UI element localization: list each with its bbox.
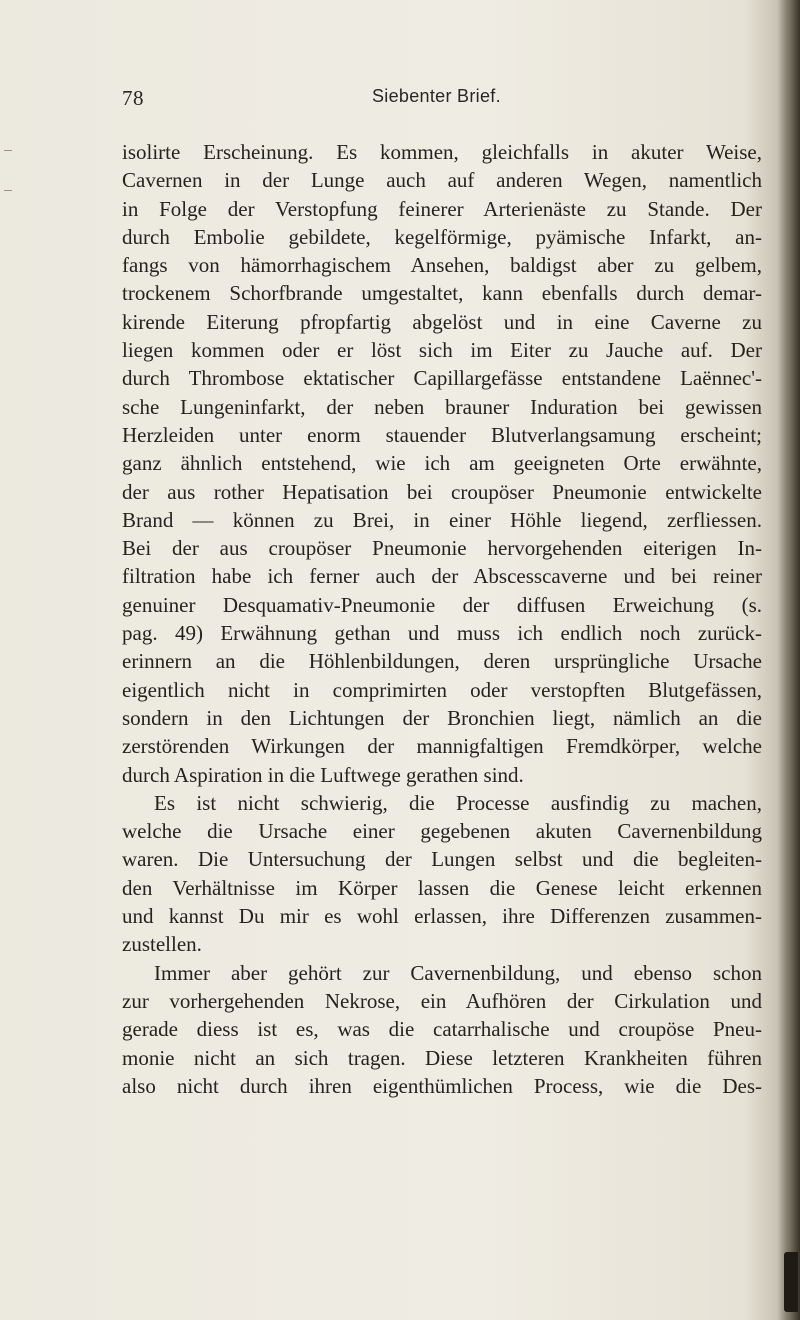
text-line: zur vorhergehenden Nekrose, ein Aufhören der Cirkulation und xyxy=(122,988,762,1013)
text-line: durch Aspiration in die Luftwege gerathen sind. xyxy=(122,762,524,787)
text-line: Cavernen in der Lunge auch auf anderen Wegen, namentlich xyxy=(122,168,762,193)
text-line: welche die Ursache einer gegebenen akuten Cavernenbildung xyxy=(122,819,762,844)
text-line: pag. 49) Erwähnung gethan und muss ich endlich noch zurück- xyxy=(122,621,762,646)
paragraph-3 xyxy=(122,959,762,1100)
page-number: 78 xyxy=(122,86,144,110)
text-line: waren. Die Untersuchung der Lungen selbst und die begleiten- xyxy=(122,847,762,872)
text-line: erinnern an die Höhlenbildungen, deren ursprüngliche Ursache xyxy=(122,649,762,674)
body-text xyxy=(122,138,762,1100)
text-line: filtration habe ich ferner auch der Abscesscaverne und bei reiner xyxy=(122,564,762,589)
text-line: sondern in den Lichtungen der Bronchien liegt, nämlich an die xyxy=(122,705,762,730)
margin-mark xyxy=(4,190,12,191)
paragraph-2 xyxy=(122,789,762,959)
text-line: liegen kommen oder er löst sich im Eiter zu Jauche auf. Der xyxy=(122,338,762,363)
text-line: trockenem Schorfbrande umgestaltet, kann ebenfalls durch demar- xyxy=(122,281,762,306)
text-line: genuiner Desquamativ-Pneumonie der diffusen Erweichung (s. xyxy=(122,592,762,617)
text-line: durch Embolie gebildete, kegelförmige, pyämische Infarkt, an- xyxy=(122,224,762,249)
running-title: Siebenter Brief. xyxy=(372,86,501,106)
text-line: kirende Eiterung pfropfartig abgelöst und in eine Caverne zu xyxy=(122,309,762,334)
text-line: Herzleiden unter enorm stauender Blutverlangsamung erscheint; xyxy=(122,422,762,447)
text-line: also nicht durch ihren eigenthümlichen Process, wie die Des- xyxy=(122,1073,762,1098)
text-line: durch Thrombose ektatischer Capillargefässe entstandene Laënnec'- xyxy=(122,366,762,391)
binding-mark xyxy=(784,1252,798,1312)
page-header xyxy=(122,86,762,116)
text-line: Brand — können zu Brei, in einer Höhle liegend, zerfliessen. xyxy=(122,507,762,532)
text-line: Immer aber gehört zur Cavernenbildung, und ebenso schon xyxy=(154,960,762,985)
text-line: sche Lungeninfarkt, der neben brauner Induration bei gewissen xyxy=(122,394,762,419)
text-line: eigentlich nicht in comprimirten oder verstopften Blutgefässen, xyxy=(122,677,762,702)
text-line: Bei der aus croupöser Pneumonie hervorgehenden eiterigen In- xyxy=(122,536,762,561)
text-line: gerade diess ist es, was die catarrhalische und croupöse Pneu- xyxy=(122,1017,762,1042)
page-binding-edge xyxy=(778,0,800,1320)
text-line: der aus rother Hepatisation bei croupöser Pneumonie entwickelte xyxy=(122,479,762,504)
text-line: monie nicht an sich tragen. Diese letzteren Krankheiten führen xyxy=(122,1045,762,1070)
text-line: ganz ähnlich entstehend, wie ich am geeigneten Orte erwähnte, xyxy=(122,451,762,476)
text-line: und kannst Du mir es wohl erlassen, ihre Differenzen zusammen- xyxy=(122,904,762,929)
text-line: in Folge der Verstopfung feinerer Arterienäste zu Stande. Der xyxy=(122,196,762,221)
text-line: zerstörenden Wirkungen der mannigfaltigen Fremdkörper, welche xyxy=(122,734,762,759)
text-line: den Verhältnisse im Körper lassen die Genese leicht erkennen xyxy=(122,875,762,900)
paragraph-1 xyxy=(122,138,762,789)
text-line: isolirte Erscheinung. Es kommen, gleichfalls in akuter Weise, xyxy=(122,140,762,164)
text-line: Es ist nicht schwierig, die Processe ausfindig zu machen, xyxy=(154,790,762,815)
margin-mark xyxy=(4,150,12,151)
text-line: fangs von hämorrhagischem Ansehen, baldigst aber zu gelbem, xyxy=(122,253,762,278)
text-line: zustellen. xyxy=(122,932,202,957)
